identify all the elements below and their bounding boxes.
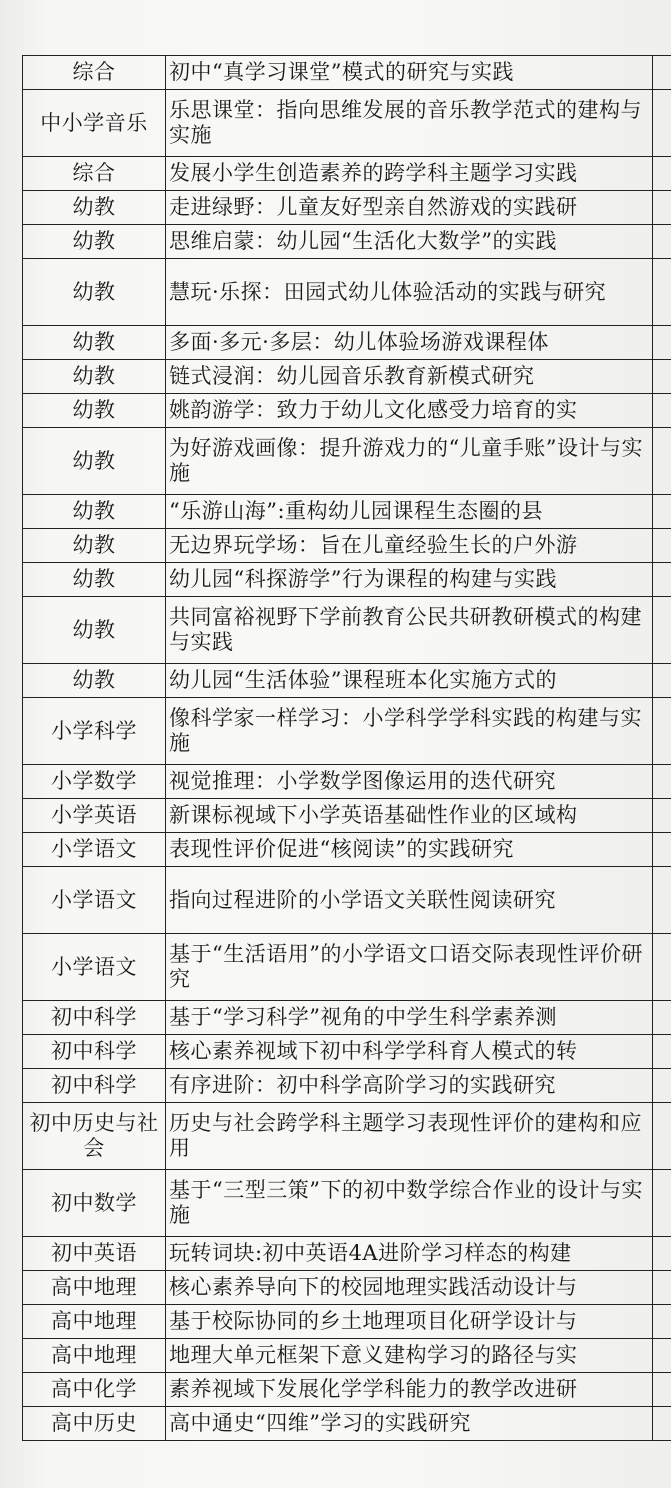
table-row	[23, 495, 671, 529]
category-cell: 综合	[23, 157, 166, 191]
cropped-column-cell	[653, 833, 671, 867]
project-title-cell: 有序进阶：初中科学高阶学习的实践研究	[166, 1069, 653, 1103]
table-row	[23, 259, 671, 326]
table-row	[23, 597, 671, 664]
cropped-column-cell	[653, 56, 671, 90]
project-title-cell: 思维启蒙：幼儿园“生活化大数学”的实践	[166, 225, 653, 259]
project-table	[22, 55, 671, 1441]
category-cell: 小学数学	[23, 765, 166, 799]
table-row	[23, 56, 671, 90]
table-row	[23, 1407, 671, 1441]
table-row	[23, 529, 671, 563]
cropped-column-cell	[653, 1170, 671, 1237]
cropped-column-cell	[653, 799, 671, 833]
table-row	[23, 934, 671, 1001]
cropped-column-cell	[653, 1069, 671, 1103]
project-title-cell: 为好游戏画像：提升游戏力的“儿童手账”设计与实施	[166, 428, 653, 495]
table-row	[23, 360, 671, 394]
cropped-column-cell	[653, 428, 671, 495]
cropped-column-cell	[653, 394, 671, 428]
table-row	[23, 833, 671, 867]
cropped-column-cell	[653, 259, 671, 326]
category-cell: 初中科学	[23, 1069, 166, 1103]
project-title-cell: 像科学家一样学习：小学科学学科实践的构建与实施	[166, 698, 653, 765]
project-title-cell: 视觉推理：小学数学图像运用的迭代研究	[166, 765, 653, 799]
cropped-column-cell	[653, 664, 671, 698]
project-title-cell: 走进绿野：儿童友好型亲自然游戏的实践研	[166, 191, 653, 225]
cropped-column-cell	[653, 191, 671, 225]
table-row	[23, 1001, 671, 1035]
cropped-column-cell	[653, 1305, 671, 1339]
cropped-column-cell	[653, 157, 671, 191]
category-cell: 幼教	[23, 428, 166, 495]
category-cell: 初中科学	[23, 1001, 166, 1035]
category-cell: 幼教	[23, 495, 166, 529]
cropped-column-cell	[653, 1407, 671, 1441]
table-row	[23, 326, 671, 360]
project-title-cell: 基于“学习科学”视角的中学生科学素养测	[166, 1001, 653, 1035]
project-title-cell: 发展小学生创造素养的跨学科主题学习实践	[166, 157, 653, 191]
table-row	[23, 225, 671, 259]
category-cell: 中小学音乐	[23, 90, 166, 157]
project-title-cell: 表现性评价促进“核阅读”的实践研究	[166, 833, 653, 867]
table-row	[23, 1103, 671, 1170]
category-cell: 幼教	[23, 225, 166, 259]
category-cell: 综合	[23, 56, 166, 90]
category-cell: 幼教	[23, 563, 166, 597]
table-row	[23, 90, 671, 157]
category-cell: 小学语文	[23, 867, 166, 934]
table-row	[23, 1339, 671, 1373]
cropped-column-cell	[653, 360, 671, 394]
cropped-column-cell	[653, 1339, 671, 1373]
table-row	[23, 799, 671, 833]
table-row	[23, 1271, 671, 1305]
category-cell: 初中历史与社会	[23, 1103, 166, 1170]
project-title-cell: 高中通史“四维”学习的实践研究	[166, 1407, 653, 1441]
cropped-column-cell	[653, 1035, 671, 1069]
category-cell: 幼教	[23, 394, 166, 428]
category-cell: 高中地理	[23, 1271, 166, 1305]
category-cell: 幼教	[23, 326, 166, 360]
project-title-cell: 基于校际协同的乡土地理项目化研学设计与	[166, 1305, 653, 1339]
category-cell: 幼教	[23, 664, 166, 698]
project-title-cell: 链式浸润：幼儿园音乐教育新模式研究	[166, 360, 653, 394]
project-title-cell: 新课标视域下小学英语基础性作业的区域构	[166, 799, 653, 833]
table-row	[23, 1035, 671, 1069]
category-cell: 高中地理	[23, 1339, 166, 1373]
category-cell: 小学语文	[23, 833, 166, 867]
project-title-cell: 姚韵游学：致力于幼儿文化感受力培育的实	[166, 394, 653, 428]
table-row	[23, 191, 671, 225]
cropped-column-cell	[653, 1237, 671, 1271]
cropped-column-cell	[653, 1271, 671, 1305]
cropped-column-cell	[653, 529, 671, 563]
project-title-cell: 初中“真学习课堂”模式的研究与实践	[166, 56, 653, 90]
cropped-column-cell	[653, 597, 671, 664]
table-row	[23, 698, 671, 765]
category-cell: 幼教	[23, 360, 166, 394]
category-cell: 幼教	[23, 597, 166, 664]
category-cell: 幼教	[23, 259, 166, 326]
category-cell: 高中地理	[23, 1305, 166, 1339]
table-row	[23, 157, 671, 191]
project-title-cell: 地理大单元框架下意义建构学习的路径与实	[166, 1339, 653, 1373]
project-title-cell: 历史与社会跨学科主题学习表现性评价的建构和应用	[166, 1103, 653, 1170]
project-title-cell: 慧玩·乐探：田园式幼儿体验活动的实践与研究	[166, 259, 653, 326]
category-cell: 幼教	[23, 529, 166, 563]
category-cell: 小学语文	[23, 934, 166, 1001]
cropped-column-cell	[653, 495, 671, 529]
table-body	[23, 56, 671, 1441]
category-cell: 初中数学	[23, 1170, 166, 1237]
category-cell: 初中英语	[23, 1237, 166, 1271]
table-row	[23, 394, 671, 428]
cropped-column-cell	[653, 225, 671, 259]
table-row	[23, 664, 671, 698]
table-row	[23, 765, 671, 799]
category-cell: 小学英语	[23, 799, 166, 833]
table-row	[23, 1069, 671, 1103]
project-title-cell: 素养视域下发展化学学科能力的教学改进研	[166, 1373, 653, 1407]
project-title-cell: 核心素养导向下的校园地理实践活动设计与	[166, 1271, 653, 1305]
cropped-column-cell	[653, 867, 671, 934]
category-cell: 小学科学	[23, 698, 166, 765]
category-cell: 初中科学	[23, 1035, 166, 1069]
category-cell: 高中历史	[23, 1407, 166, 1441]
project-title-cell: 基于“三型三策”下的初中数学综合作业的设计与实施	[166, 1170, 653, 1237]
cropped-column-cell	[653, 1001, 671, 1035]
table-row	[23, 563, 671, 597]
project-title-cell: 无边界玩学场：旨在儿童经验生长的户外游	[166, 529, 653, 563]
table-row	[23, 1237, 671, 1271]
table-row	[23, 428, 671, 495]
table-row	[23, 1170, 671, 1237]
cropped-column-cell	[653, 90, 671, 157]
project-title-cell: 共同富裕视野下学前教育公民共研教研模式的构建与实践	[166, 597, 653, 664]
project-title-cell: 核心素养视域下初中科学学科育人模式的转	[166, 1035, 653, 1069]
project-title-cell: 玩转词块:初中英语4A进阶学习样态的构建	[166, 1237, 653, 1271]
table-row	[23, 1305, 671, 1339]
cropped-column-cell	[653, 934, 671, 1001]
project-title-cell: 幼儿园“生活体验”课程班本化实施方式的	[166, 664, 653, 698]
cropped-column-cell	[653, 765, 671, 799]
project-title-cell: 乐思课堂：指向思维发展的音乐教学范式的建构与实施	[166, 90, 653, 157]
cropped-column-cell	[653, 563, 671, 597]
project-title-cell: “乐游山海”:重构幼儿园课程生态圈的县	[166, 495, 653, 529]
cropped-column-cell	[653, 1373, 671, 1407]
cropped-column-cell	[653, 326, 671, 360]
cropped-column-cell	[653, 1103, 671, 1170]
project-title-cell: 幼儿园“科探游学”行为课程的构建与实践	[166, 563, 653, 597]
project-title-cell: 指向过程进阶的小学语文关联性阅读研究	[166, 867, 653, 934]
category-cell: 幼教	[23, 191, 166, 225]
table-row	[23, 1373, 671, 1407]
table-row	[23, 867, 671, 934]
project-title-cell: 基于“生活语用”的小学语文口语交际表现性评价研究	[166, 934, 653, 1001]
project-title-cell: 多面·多元·多层：幼儿体验场游戏课程体	[166, 326, 653, 360]
cropped-column-cell	[653, 698, 671, 765]
category-cell: 高中化学	[23, 1373, 166, 1407]
